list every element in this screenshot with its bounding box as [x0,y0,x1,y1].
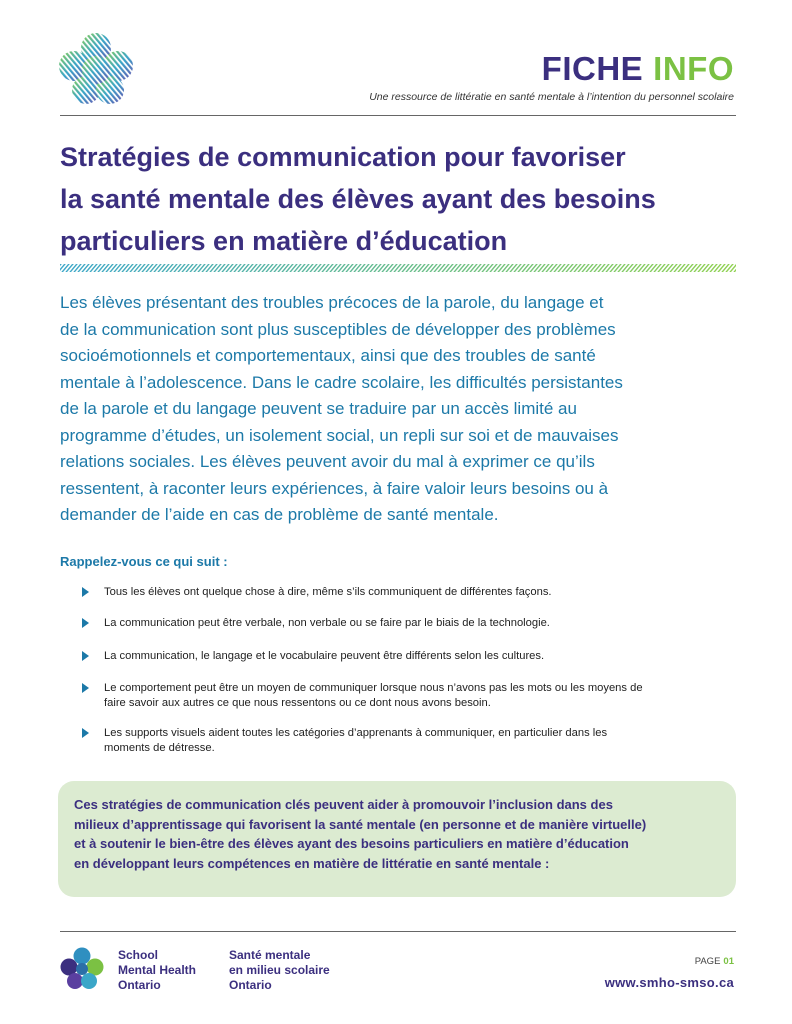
list-item-text [104,726,740,756]
page-label: PAGE [694,956,721,967]
triangle-arrow-icon [80,682,90,694]
org-line: Ontario [118,978,161,992]
intro-paragraph [60,290,740,529]
org-line: Santé mentale [229,948,311,962]
intro-line: programme d’études, un isolement social, un repli sur soi et de mauvaises [60,425,619,445]
title-line: particuliers en matière d’éducation [60,226,508,256]
list-item-line: Le comportement peut être un moyen de communiquer lorsque nous n’avons pas les mots ou les moyens de [104,682,643,694]
intro-line: Les élèves présentant des troubles précoces de la parole, du langage et [60,293,604,312]
intro-line: socioémotionnels et comportementaux, ainsi que des troubles de santé [60,346,596,365]
list-item-line: Les supports visuels aident toutes les catégories d’apprenants à communiquer, en particulier dans les [104,727,608,739]
callout-line: Ces stratégies de communication clés peuvent aider à promouvoir l’inclusion dans des [74,797,613,812]
list-item-line: La communication, le langage et le vocabulaire peuvent être différents selon les cultures. [104,650,545,662]
page-number-value: 01 [723,956,734,967]
org-line: Ontario [229,978,272,992]
list-item-text [104,649,740,664]
intro-line: ressentent, à raconter leurs expériences, à faire valoir leurs besoins ou à [60,478,609,498]
list-item-text [104,585,740,600]
callout-line: milieux d’apprentissage qui favorisent la santé mentale (en personne et de manière virtuelle) [74,816,647,832]
title-line: Stratégies de communication pour favoriser [60,142,626,172]
list-item-line: Tous les élèves ont quelque chose à dire, même s’ils communiquent de différentes façons. [104,586,552,598]
fiche-info-title [542,50,734,88]
callout-line: et à soutenir le bien-être des élèves ayant des besoins particuliers en matière d’éducation [74,836,629,851]
intro-line: relations sociales. Les élèves peuvent avoir du mal à exprimer ce qu’ils [60,452,595,471]
list-item-text [104,616,740,631]
triangle-arrow-icon [80,617,90,629]
intro-line: demander de l’aide en cas de problème de santé mentale. [60,505,499,524]
reminder-heading: Rappelez-vous ce qui suit : [60,554,228,569]
list-item-line: La communication peut être verbale, non verbale ou se faire par le biais de la technologie. [104,617,550,629]
footer-divider [60,931,736,932]
smho-logo-icon [56,30,136,108]
hatched-divider [60,264,736,272]
org-line: Mental Health [118,963,197,977]
org-line: School [118,948,159,962]
callout-line: en développant leurs compétences en matière de littératie en santé mentale : [74,855,550,871]
intro-line: mentale à l’adolescence. Dans le cadre scolaire, les difficultés persistantes [60,372,623,392]
triangle-arrow-icon [80,727,90,739]
triangle-arrow-icon [80,586,90,598]
footer-org-french [229,948,330,993]
page-number [695,956,734,967]
smho-flower-logo-icon [58,945,106,993]
fiche-word: FICHE [541,50,644,87]
triangle-arrow-icon [80,650,90,662]
callout-box [58,781,736,897]
header-subtitle: Une ressource de littératie en santé mentale à l’intention du personnel scolaire [369,91,734,103]
footer-org-english [118,948,196,993]
org-line: en milieu scolaire [229,963,330,977]
info-word: INFO [653,50,734,87]
list-item-line: moments de détresse. [104,742,215,754]
callout-text [74,795,724,873]
intro-line: de la parole et du langage peuvent se traduire par un accès limité au [60,399,577,418]
page-title [60,136,740,262]
list-item-text [104,681,740,711]
intro-line: de la communication sont plus susceptibles de développer des problèmes [60,319,616,339]
list-item-line: faire savoir aux autres ce que nous ressentons ou ce dont nous avons besoin. [104,697,491,709]
title-line: la santé mentale des élèves ayant des besoins [60,184,656,214]
header-divider [60,115,736,116]
website-link[interactable]: www.smho-smso.ca [604,975,734,990]
